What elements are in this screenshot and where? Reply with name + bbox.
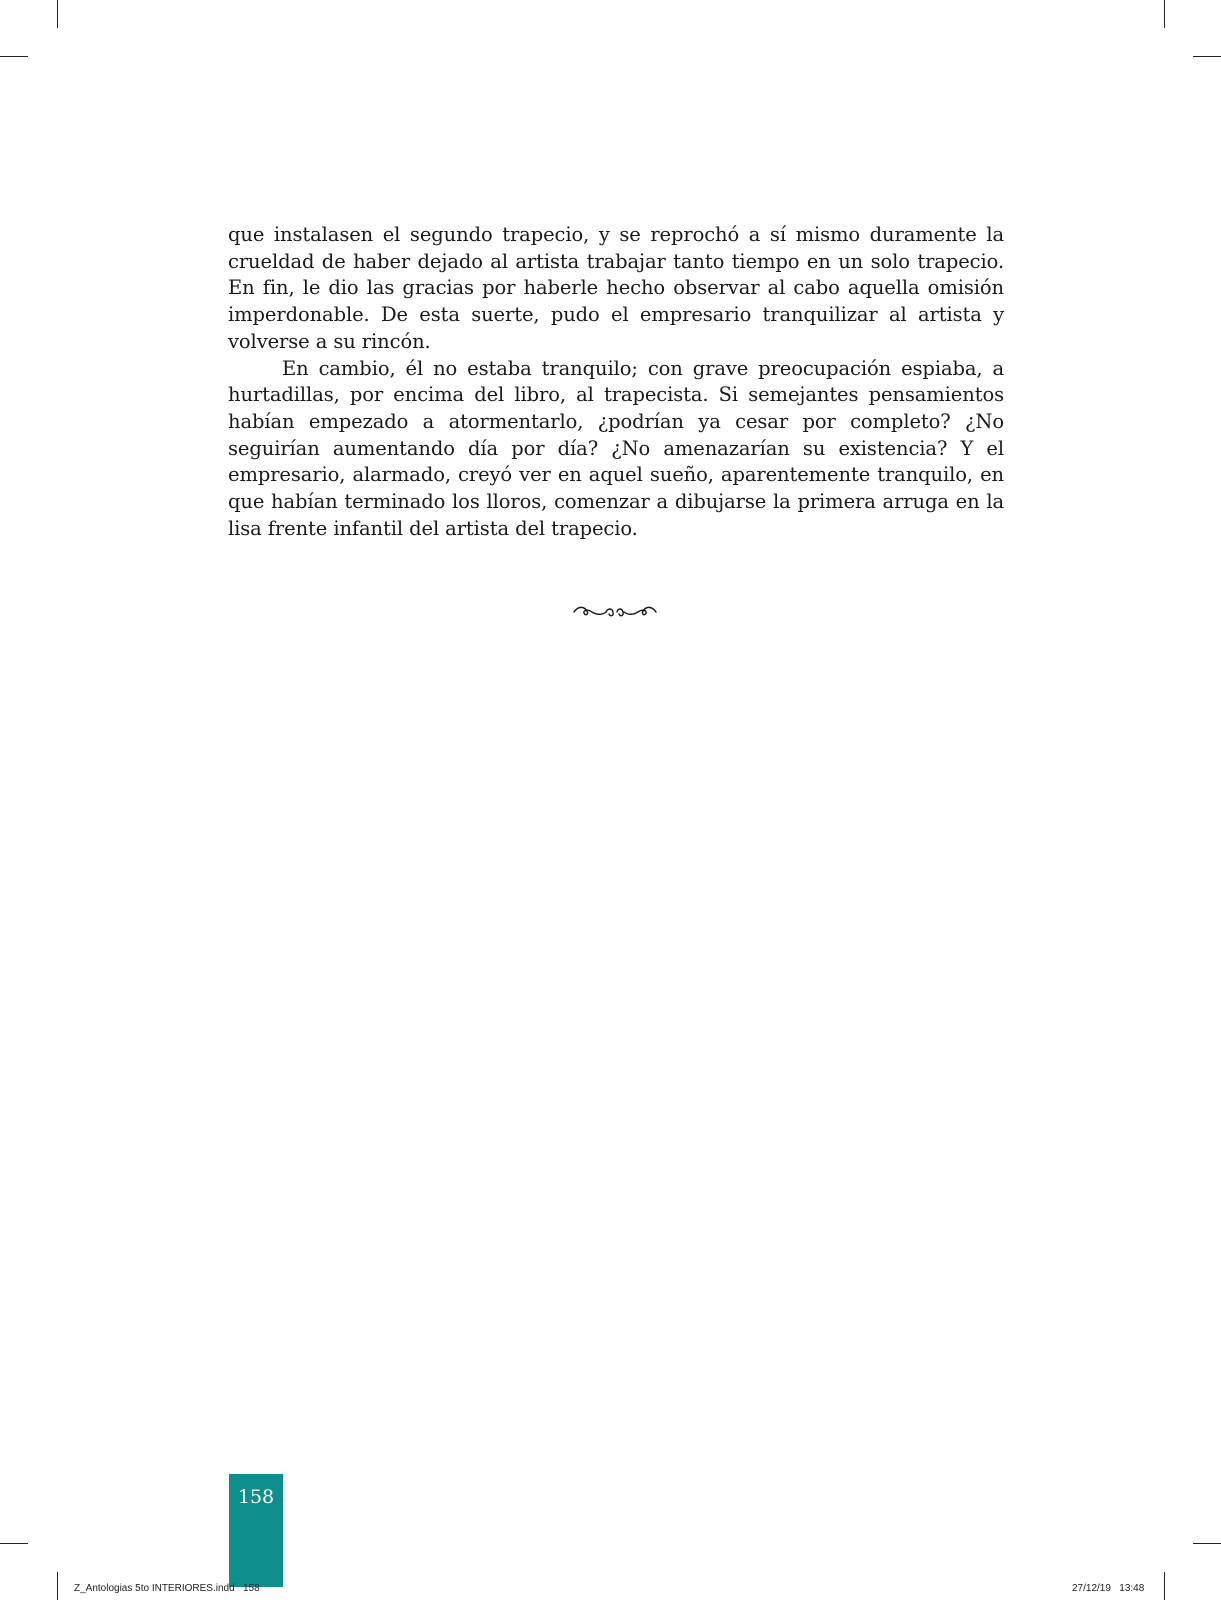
crop-mark-bottom-left-h: [0, 1543, 28, 1544]
paragraph-2: En cambio, él no estaba tranquilo; con grave preocupación espiaba, a hurtadillas, por encima del libro, al trapecista. Si semejantes pensamientos habían empezado a atormentarlo, ¿podrían ya cesar por completo? ¿No seguirían aumentando día por día? ¿No amenazarían su existencia? Y el empresario, alarmado, creyó ver en aquel sueño, aparentemente tranquilo, en que habían terminado los lloros, comenzar a dibujarse la primera arruga en la lisa frente infantil del artista del trapecio.: [228, 356, 1004, 540]
slug-datetime: 27/12/19 13:48: [1072, 1583, 1145, 1594]
paragraph-1: que instalasen el segundo trapecio, y se reprochó a sí mismo duramente la crueldad de haber dejado al artista trabajar tanto tiempo en un solo trapecio. En fin, le dio las gracias por haberle hecho observar al cabo aquella omisión imperdonable. De esta suerte, pudo el empresario tranquilizar al artista y volverse a su rincón.: [228, 223, 1004, 353]
crop-mark-top-right-h: [1193, 56, 1221, 57]
crop-mark-top-left-h: [0, 56, 28, 57]
crop-mark-top-left: [57, 0, 58, 28]
slug-file-info: Z_Antologias 5to INTERIORES.indd 158: [74, 1583, 260, 1594]
crop-mark-top-right: [1164, 0, 1165, 28]
crop-mark-bottom-right-h: [1193, 1543, 1221, 1544]
crop-mark-bottom-left: [57, 1572, 58, 1600]
body-text: [228, 222, 1004, 542]
page-number: 158: [237, 1486, 275, 1508]
crop-mark-bottom-right: [1164, 1572, 1165, 1600]
page-number-tab: [229, 1474, 283, 1587]
flourish-divider-icon: [572, 603, 658, 621]
